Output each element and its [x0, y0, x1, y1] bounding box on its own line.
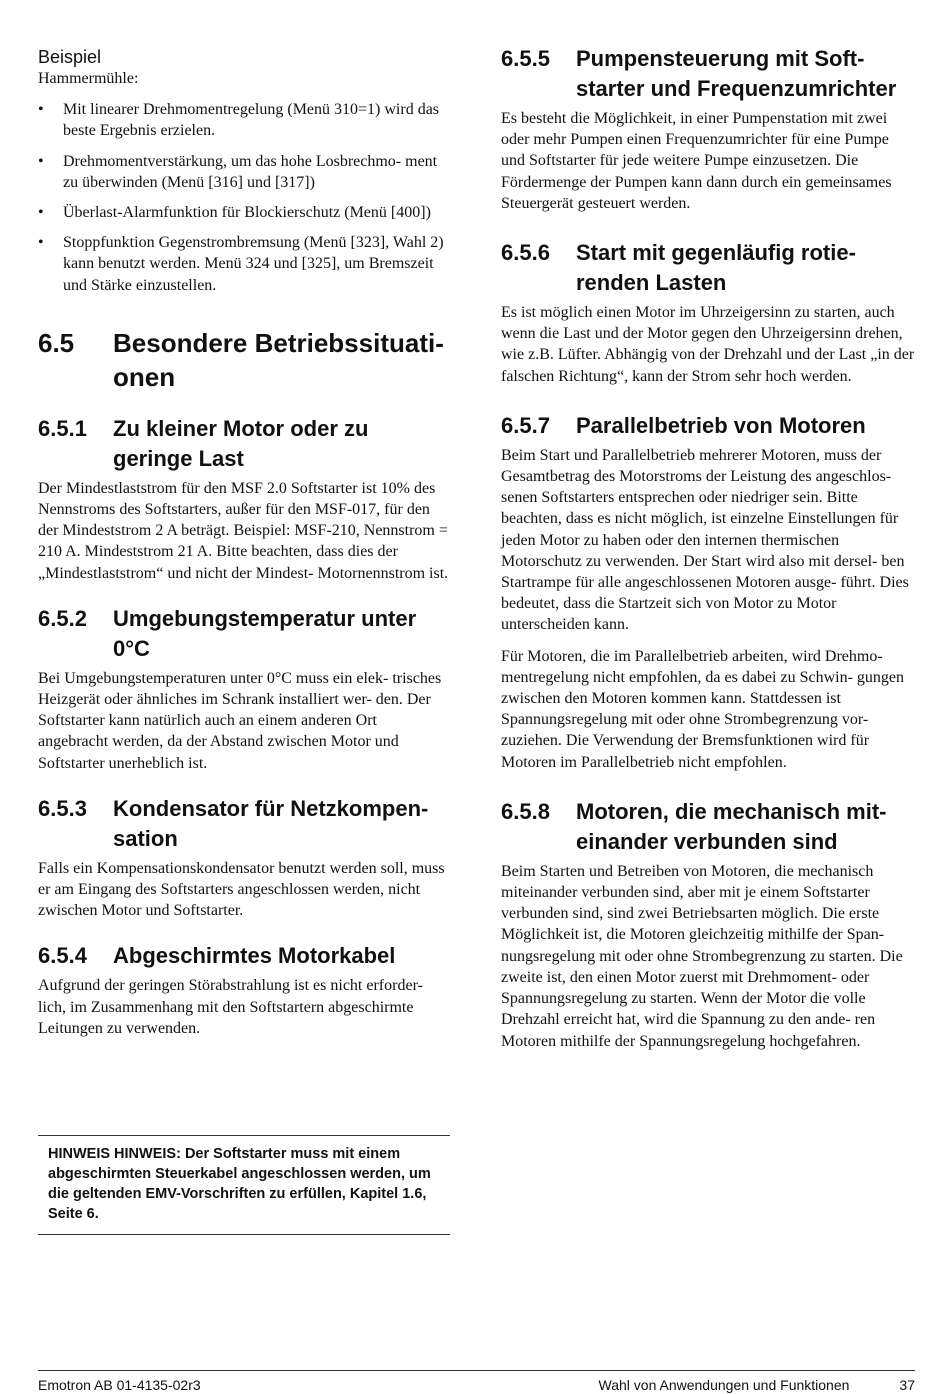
example-subtitle: Hammermühle:	[38, 70, 139, 87]
subsection-title: Start mit gegenläufig rotie- renden Lasten	[576, 240, 856, 296]
section-heading-6-5	[38, 326, 450, 394]
paragraph: Bei Umgebungstemperaturen unter 0°C muss ein elek- trisches Heizgerät oder ähnliches im Schrank installiert wer- den. Der Softstarter kann natürlich auch an einem anderen Ort angebracht werden, da der Abstand zwischen Motor und Softstarter unerheblich ist.	[38, 669, 442, 772]
subsection-number: 6.5.4	[38, 943, 87, 969]
subsection-title: Kondensator für Netzkompen- sation	[113, 795, 429, 851]
bullet-item: • Mit linearer Drehmomentregelung (Menü 310=1) wird das beste Ergebnis erzielen.	[38, 99, 450, 141]
subsection-heading-6-5-1	[38, 414, 450, 474]
subsection-number: 6.5.2	[38, 605, 87, 631]
subsection-number: 6.5.1	[38, 415, 87, 441]
paragraph: Der Mindestlaststrom für den MSF 2.0 Softstarter ist 10% des Nennstroms des Softstarters, außer für den MSF-017, für den der Mindeststrom 2 A beträgt. Beispiel: MSF-210, Nennstrom = 210 A. Mindeststrom 21 A. Bitte beachten, dass dies der „Mindestlaststrom“ und nicht der Mindest- Motornennstrom ist.	[38, 479, 449, 582]
subsection-heading-6-5-4	[38, 941, 450, 971]
subsection-number: 6.5.3	[38, 795, 87, 821]
paragraph: Es ist möglich einen Motor im Uhrzeigersinn zu starten, auch wenn die Last und der Motor gegen den Uhrzeigersinn drehen, wie z.B. Lüfter. Abhängig von der Drehzahl und der Last „in der falschen Richtung“, kann der Strom sehr hoch werden.	[501, 304, 915, 385]
bullet-item: • Überlast-Alarmfunktion für Blockierschutz (Menü [400])	[38, 202, 450, 223]
section-number: 6.5	[38, 327, 75, 358]
subsection-heading-6-5-6	[501, 238, 915, 298]
paragraph: Aufgrund der geringen Störabstrahlung ist es nicht erforder- lich, im Zusammenhang mit den Softstartern abgeschirmte Leitungen zu verwenden.	[38, 977, 423, 1037]
bullet-item: • Stoppfunktion Gegenstrombremsung (Menü [323], Wahl 2) kann benutzt werden. Menü 324 und [325], um Bremszeit und Stärke einzustellen.	[38, 232, 450, 296]
subsection-heading-6-5-8	[501, 797, 915, 857]
paragraph: Es besteht die Möglichkeit, in einer Pumpenstation mit zwei oder mehr Pumpen einen Frequenzumrichter für eine Pumpe und Softstarter für jede weitere Pumpe einzusetzen. Die Fördermenge der Pumpen kann dann durch ein gemeinsames Steuergerät gesteuert werden.	[501, 110, 892, 212]
paragraph: Falls ein Kompensationskondensator benutzt werden soll, muss er am Eingang des Softstarters angeschlossen werden, nicht zwischen Motor und Softstarter.	[38, 859, 445, 920]
paragraph: Beim Start und Parallelbetrieb mehrerer Motoren, muss der Gesamtbetrag des Motorstroms der Leistung des angeschlos- senen Softstarters entsprechen oder niedriger sein. Bitte beachten, dass es nicht möglich, ist einzelne Einstellungen für jeden Motor zu haben oder den internen thermischen Motorschutz zu verwenden. Der Start wird also mit dersel- ben Startrampe für alle angeschlossenen Motoren ausge- führt. Dies bedeutet, dass die Startzeit sich von Motor zu Motor unterscheiden kann.	[501, 446, 909, 634]
left-column	[38, 40, 450, 1039]
footer-chapter-title: Wahl von Anwendungen und Funktionen	[598, 1377, 850, 1393]
example-bullet-list	[38, 99, 450, 296]
subsection-number: 6.5.8	[501, 798, 550, 824]
paragraph: Beim Starten und Betreiben von Motoren, die mechanisch miteinander verbunden sind, aber mit je einem Softstarter verbunden sind, sind zwei Betriebsarten möglich. Die erste Möglichkeit ist, die Motoren gleichzeitig mithilfe der Span- nungsregelung mit oder ohne Strombegrenzung zu starten. Die zweite ist, den einen Motor zuerst mit Drehmoment- oder Spannungsregelung zu starten. Wenn der Motor die volle Drehzahl erreicht hat, wird die Spannung zu den ande- ren Motoren mithilfe der Spannungsregelung hochgefahren.	[501, 862, 903, 1050]
subsection-title: Abgeschirmtes Motorkabel	[113, 943, 396, 969]
page-number: 37	[899, 1377, 915, 1393]
page-footer	[38, 1370, 915, 1393]
subsection-heading-6-5-2	[38, 604, 450, 664]
right-column	[501, 40, 915, 1052]
footer-right	[599, 1377, 915, 1393]
subsection-title: Parallelbetrieb von Motoren	[576, 412, 866, 438]
subsection-heading-6-5-3	[38, 794, 450, 854]
bullet-item: • Drehmomentverstärkung, um das hohe Losbrechmo- ment zu überwinden (Menü [316] und [317])	[38, 151, 450, 193]
notice-box: HINWEIS HINWEIS: Der Softstarter muss mit einem abgeschirmten Steuerkabel angeschlossen werden, um die geltenden EMV-Vorschriften zu erfüllen, Kapitel 1.6, Seite 6.	[38, 1135, 450, 1235]
subsection-number: 6.5.7	[501, 412, 550, 438]
section-title: Besondere Betriebssituati- onen	[113, 327, 444, 392]
example-label: Beispiel	[38, 47, 102, 67]
subsection-number: 6.5.6	[501, 240, 550, 266]
paragraph: Für Motoren, die im Parallelbetrieb arbeiten, wird Drehmo- mentregelung nicht empfohlen, da es dabei zu Schwin- gungen zwischen den Motoren kommen kann. Stattdessen ist Spannungsregelung mit oder ohne Strombegrenzung vor- zuziehen. Die Verwendung der Bremsfunktionen wird für Motoren im Parallelbetrieb nicht empfohlen.	[501, 647, 904, 771]
subsection-title: Motoren, die mechanisch mit- einander verbunden sind	[576, 798, 887, 854]
subsection-title: Umgebungstemperatur unter 0°C	[113, 605, 417, 661]
subsection-title: Zu kleiner Motor oder zu geringe Last	[113, 415, 369, 471]
subsection-title: Pumpensteuerung mit Soft- starter und Frequenzumrichter	[576, 46, 897, 101]
subsection-number: 6.5.5	[501, 46, 550, 71]
footer-document-id: Emotron AB 01-4135-02r3	[38, 1377, 201, 1393]
subsection-heading-6-5-7	[501, 411, 915, 441]
subsection-heading-6-5-5	[501, 44, 915, 104]
